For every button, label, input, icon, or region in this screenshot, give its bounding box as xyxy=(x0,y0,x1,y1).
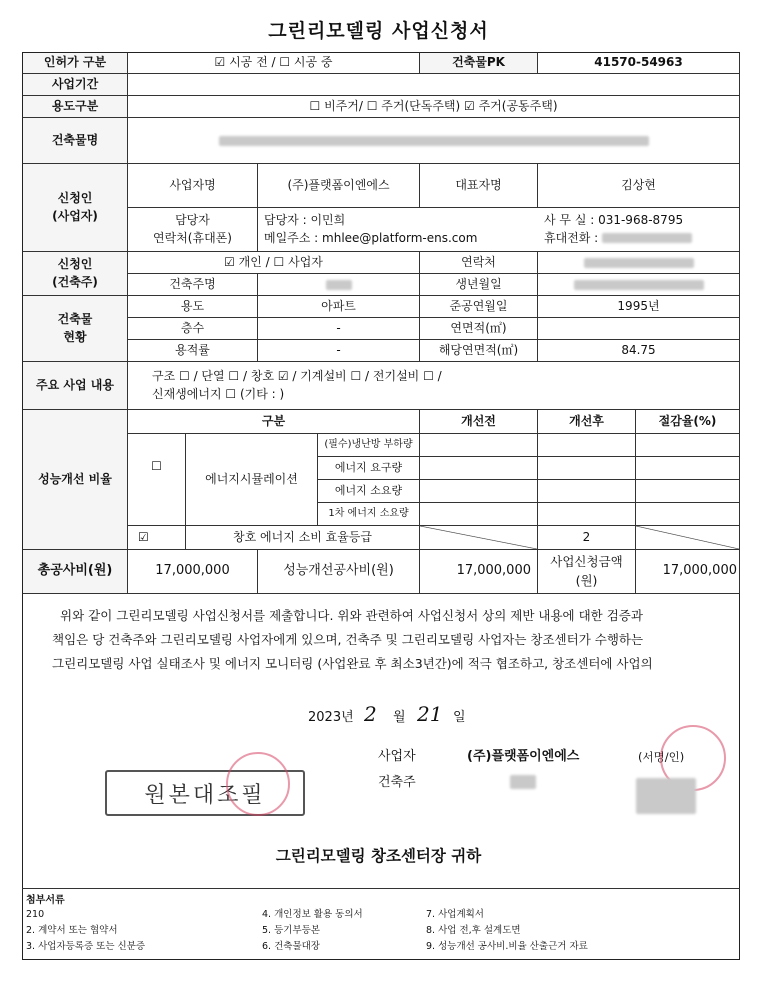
far-label: 용적률 xyxy=(128,340,258,362)
statement-line-1: 위와 같이 그린리모델링 사업신청서를 제출합니다. 위와 관련하여 사업신청서 상의 제반 내용에 대한 검증과 xyxy=(60,608,643,623)
performance-label: 성능개선 비율 xyxy=(22,410,128,550)
completion-label: 준공연월일 xyxy=(420,296,538,318)
window-efficiency-label: 창호 에너지 소비 효율등급 xyxy=(186,526,420,550)
period-value xyxy=(128,74,740,96)
perf-cost-label: 성능개선공사비(원) xyxy=(258,550,420,594)
biz-name-label: 사업자명 xyxy=(128,164,258,208)
redacted-owner-sign-name xyxy=(510,775,536,789)
attach-2-1: 4. 개인정보 활용 동의서 xyxy=(262,909,363,920)
biz-name-value: (주)플랫폼이엔에스 xyxy=(258,164,420,208)
target-area-label: 해당연면적(㎡) xyxy=(420,340,538,362)
perf-item-4: 1차 에너지 소요량 xyxy=(318,503,420,526)
perf-item-2-before xyxy=(420,457,538,480)
perf-item-1-before xyxy=(420,434,538,457)
perf-col-before: 개선전 xyxy=(420,410,538,434)
perf-item-3: 에너지 소요량 xyxy=(318,480,420,503)
total-cost-label: 총공사비(원) xyxy=(22,550,128,594)
attach-2-3: 6. 건축물대장 xyxy=(262,941,320,952)
statement-line-3: 그린리모델링 사업 실태조사 및 에너지 모니터링 (사업완료 후 최소3년간)에 적극 협조하고, 창조센터에 사업의 xyxy=(52,656,653,671)
original-verified-stamp: 원본대조필 xyxy=(105,770,305,816)
perf-item-3-saving xyxy=(636,480,740,503)
floors-label: 층수 xyxy=(128,318,258,340)
ceo-value: 김상현 xyxy=(538,164,740,208)
perf-item-1-after xyxy=(538,434,636,457)
perf-item-2: 에너지 요구량 xyxy=(318,457,420,480)
contact-label: 담당자 연락처(휴대폰) xyxy=(128,208,258,252)
perf-item-1-saving xyxy=(636,434,740,457)
window-before-slashed xyxy=(420,526,538,550)
perf-col-after: 개선후 xyxy=(538,410,636,434)
applicant-business-label: 신청인 (사업자) xyxy=(22,164,128,252)
use-type-label: 용도구분 xyxy=(22,96,128,118)
attach-3-3: 9. 성능개선 공사비.비율 산출근거 자료 xyxy=(426,941,588,952)
building-name-value xyxy=(128,118,740,164)
sign-label: (서명/인) xyxy=(638,750,685,764)
main-work-value xyxy=(128,362,740,410)
perf-cost-value: 17,000,000 xyxy=(420,550,538,594)
redacted-owner-contact xyxy=(584,258,694,268)
perf-item-4-before xyxy=(420,503,538,526)
far-value: - xyxy=(258,340,420,362)
redacted-owner-name xyxy=(326,280,352,290)
sign-biz-value: (주)플랫폼이엔에스 xyxy=(467,749,580,764)
attach-2-2: 5. 등기부등본 xyxy=(262,925,320,936)
date-month-handwritten: 2 xyxy=(364,702,377,726)
attach-1-1: 210 xyxy=(26,909,45,920)
main-work-line2: 신재생에너지 ☐ (기타 : ) xyxy=(152,386,285,401)
window-saving-slashed xyxy=(636,526,740,550)
attach-1-3: 3. 사업자등록증 또는 신분증 xyxy=(26,941,146,952)
perf-item-1: (필수)냉난방 부하량 xyxy=(318,434,420,457)
attach-1-2: 2. 계약서 또는 협약서 xyxy=(26,925,118,936)
building-name-label: 건축물명 xyxy=(22,118,128,164)
attach-3-1: 7. 사업계획서 xyxy=(426,909,484,920)
center-seal-stamp xyxy=(226,752,290,816)
main-work-line1: 구조 ☐ / 단열 ☐ / 창호 ☑ / 기계설비 ☐ / 전기설비 ☐ / xyxy=(152,369,442,384)
perf-item-3-before xyxy=(420,480,538,503)
sign-biz-label: 사업자 xyxy=(378,749,416,764)
owner-name-label: 건축주명 xyxy=(128,274,258,296)
ceo-label: 대표자명 xyxy=(420,164,538,208)
perf-item-4-after xyxy=(538,503,636,526)
contact-value: 담당자 : 이민희 메일주소 : mhlee@platform-ens.com xyxy=(258,208,538,252)
perf-item-4-saving xyxy=(636,503,740,526)
perf-col-category: 구분 xyxy=(128,410,420,434)
attachments-divider xyxy=(22,888,740,889)
redacted-owner-signature xyxy=(636,778,696,814)
birth-value xyxy=(538,274,740,296)
apply-amount-label: 사업신청금액 (원) xyxy=(538,550,636,594)
permit-label: 인허가 구분 xyxy=(22,52,128,74)
building-status-label: 건축물 현황 xyxy=(22,296,128,362)
date-day-label: 일 xyxy=(453,710,466,725)
date-day-handwritten: 21 xyxy=(417,702,443,726)
pk-value: 41570-54963 xyxy=(538,52,740,74)
owner-type-value: ☑ 개인 / ☐ 사업자 xyxy=(128,252,420,274)
attachments-title: 첨부서류 xyxy=(26,895,65,906)
owner-contact-value xyxy=(538,252,740,274)
document-title: 그린리모델링 사업신청서 xyxy=(268,20,489,42)
bldg-use-value: 아파트 xyxy=(258,296,420,318)
owner-contact-label: 연락처 xyxy=(420,252,538,274)
pk-label: 건축물PK xyxy=(420,52,538,74)
redacted-building-name xyxy=(219,136,649,146)
sim-label: 에너지시뮬레이션 xyxy=(186,434,318,526)
date-month-label: 월 xyxy=(393,710,406,725)
use-type-value: ☐ 비주거/ ☐ 주거(단독주택) ☑ 주거(공동주택) xyxy=(128,96,740,118)
permit-value: ☑ 시공 전 / ☐ 시공 중 xyxy=(128,52,420,74)
perf-col-saving: 절감율(%) xyxy=(636,410,740,434)
owner-name-value xyxy=(258,274,420,296)
completion-value: 1995년 xyxy=(538,296,740,318)
attach-3-2: 8. 사업 전,후 설계도면 xyxy=(426,925,521,936)
perf-item-2-after xyxy=(538,457,636,480)
birth-label: 생년월일 xyxy=(420,274,538,296)
floors-value: - xyxy=(258,318,420,340)
target-area-value: 84.75 xyxy=(538,340,740,362)
apply-amount-value: 17,000,000 xyxy=(636,550,740,594)
perf-item-3-after xyxy=(538,480,636,503)
mobile-label: 휴대전화 : xyxy=(544,230,599,245)
period-label: 사업기간 xyxy=(22,74,128,96)
perf-item-2-saving xyxy=(636,457,740,480)
statement-line-2: 책임은 당 건축주와 그린리모델링 사업자에게 있으며, 건축주 및 그린리모델링 사업자는 창조센터가 수행하는 xyxy=(52,632,644,647)
office-phone-value: 사 무 실 : 031-968-8795 xyxy=(544,213,684,228)
applicant-owner-label: 신청인 (건축주) xyxy=(22,252,128,296)
date-year: 2023년 xyxy=(308,710,354,725)
floor-area-value xyxy=(538,318,740,340)
floor-area-label: 연면적(㎡) xyxy=(420,318,538,340)
window-checkbox[interactable]: ☑ xyxy=(128,526,186,550)
office-phone xyxy=(538,208,740,252)
window-after-value: 2 xyxy=(538,526,636,550)
redacted-birth xyxy=(574,280,704,290)
sim-checkbox[interactable]: ☐ xyxy=(128,434,186,526)
total-cost-value: 17,000,000 xyxy=(128,550,258,594)
sign-owner-label: 건축주 xyxy=(378,775,416,790)
recipient: 그린리모델링 창조센터장 귀하 xyxy=(275,847,482,865)
bldg-use-label: 용도 xyxy=(128,296,258,318)
main-work-label: 주요 사업 내용 xyxy=(22,362,128,410)
redacted-mobile xyxy=(602,233,692,243)
